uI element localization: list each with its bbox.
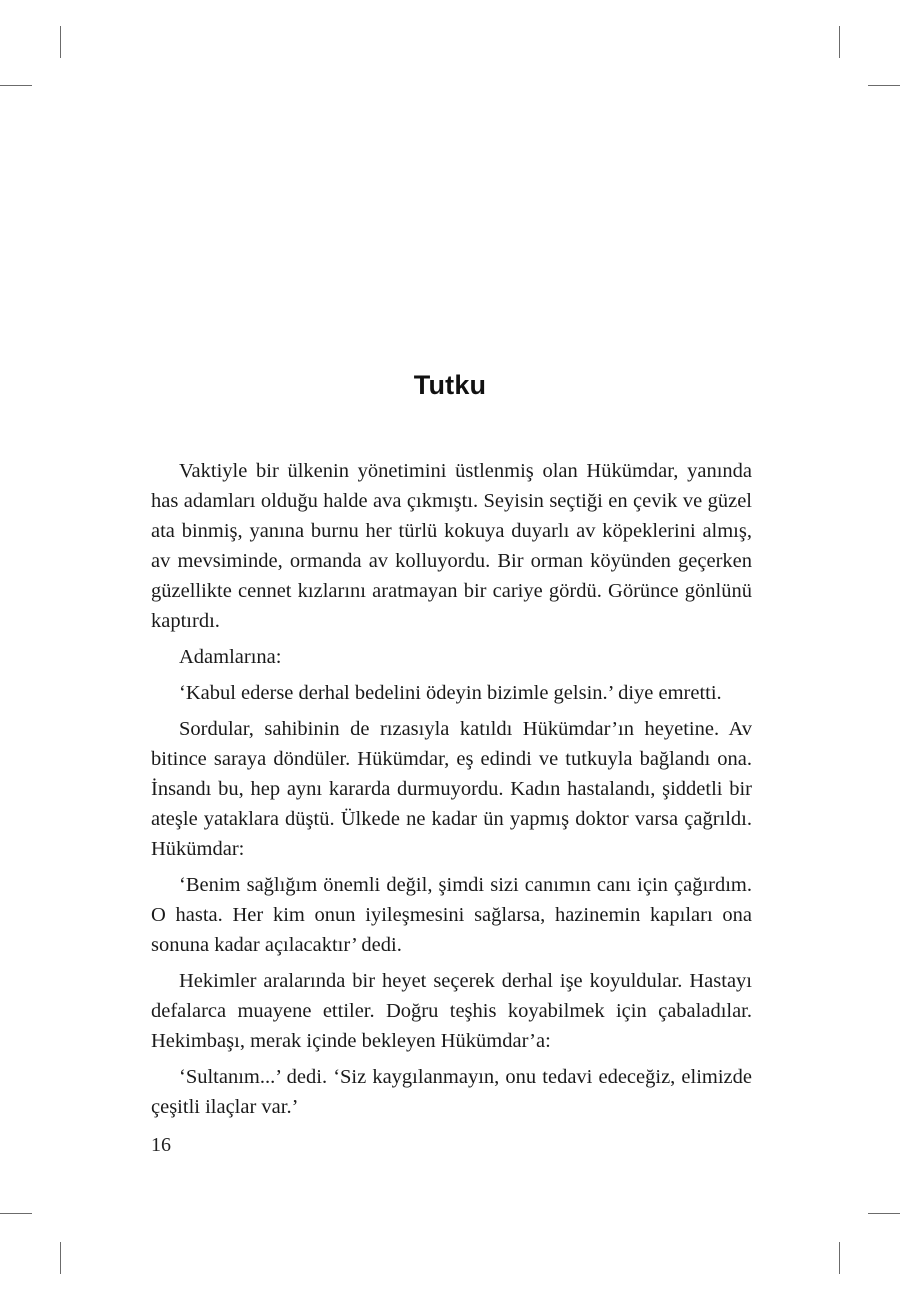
crop-mark-top-right-vertical: [839, 26, 840, 58]
crop-mark-bottom-right-horizontal: [868, 1213, 900, 1214]
paragraph-7: ‘Sultanım...’ dedi. ‘Siz kaygılanmayın, onu tedavi edeceğiz, elimizde çeşitli ilaçlar var.’: [151, 1066, 752, 1118]
crop-mark-top-right-horizontal: [868, 85, 900, 86]
paragraph-5: ‘Benim sağlığım önemli değil, şimdi sizi canımın canı için çağırdım. O hasta. Her kim onun iyileşmesini sağlarsa, hazinemin kapıları ona sonuna kadar açılacaktır’ dedi.: [151, 874, 752, 956]
body-text: [151, 456, 752, 1122]
paragraph-3: ‘Kabul ederse derhal bedelini ödeyin bizimle gelsin.’ diye emretti.: [179, 682, 722, 704]
crop-mark-bottom-right-vertical: [839, 1242, 840, 1274]
crop-mark-top-left-horizontal: [0, 85, 32, 86]
paragraph-6: Hekimler aralarında bir heyet seçerek derhal işe koyuldular. Hastayı defalarca muayene ettiler. Doğru teşhis koyabilmek için çabaladılar. Hekimbaşı, merak içinde bekleyen Hükümdar’a:: [151, 970, 752, 1052]
crop-mark-bottom-left-horizontal: [0, 1213, 32, 1214]
paragraph-2: Adamlarına:: [179, 646, 282, 668]
crop-mark-top-left-vertical: [60, 26, 61, 58]
paragraph-4: Sordular, sahibinin de rızasıyla katıldı Hükümdar’ın heyetine. Av bitince saraya döndüler. Hükümdar, eş edindi ve tutkuyla bağlandı ona. İnsandı bu, hep aynı kararda durmuyordu. Kadın hastalandı, şiddetli bir ateşle yataklara düştü. Ülkede ne kadar ün yapmış doktor varsa çağrıldı. Hükümdar:: [151, 718, 752, 860]
page-number: 16: [151, 1134, 171, 1156]
paragraph-1: Vaktiyle bir ülkenin yönetimini üstlenmiş olan Hükümdar, yanında has adamları olduğu halde ava çıkmıştı. Seyisin seçtiği en çevik ve güzel ata binmiş, yanına burnu her türlü kokuya duyarlı av köpeklerini almış, av mevsiminde, ormanda av kolluyordu. Bir orman köyünden geçerken güzellikte cennet kızlarını aratmayan bir cariye gördü. Görünce gönlünü kaptırdı.: [151, 460, 752, 632]
crop-mark-bottom-left-vertical: [60, 1242, 61, 1274]
chapter-title: Tutku: [413, 370, 487, 400]
